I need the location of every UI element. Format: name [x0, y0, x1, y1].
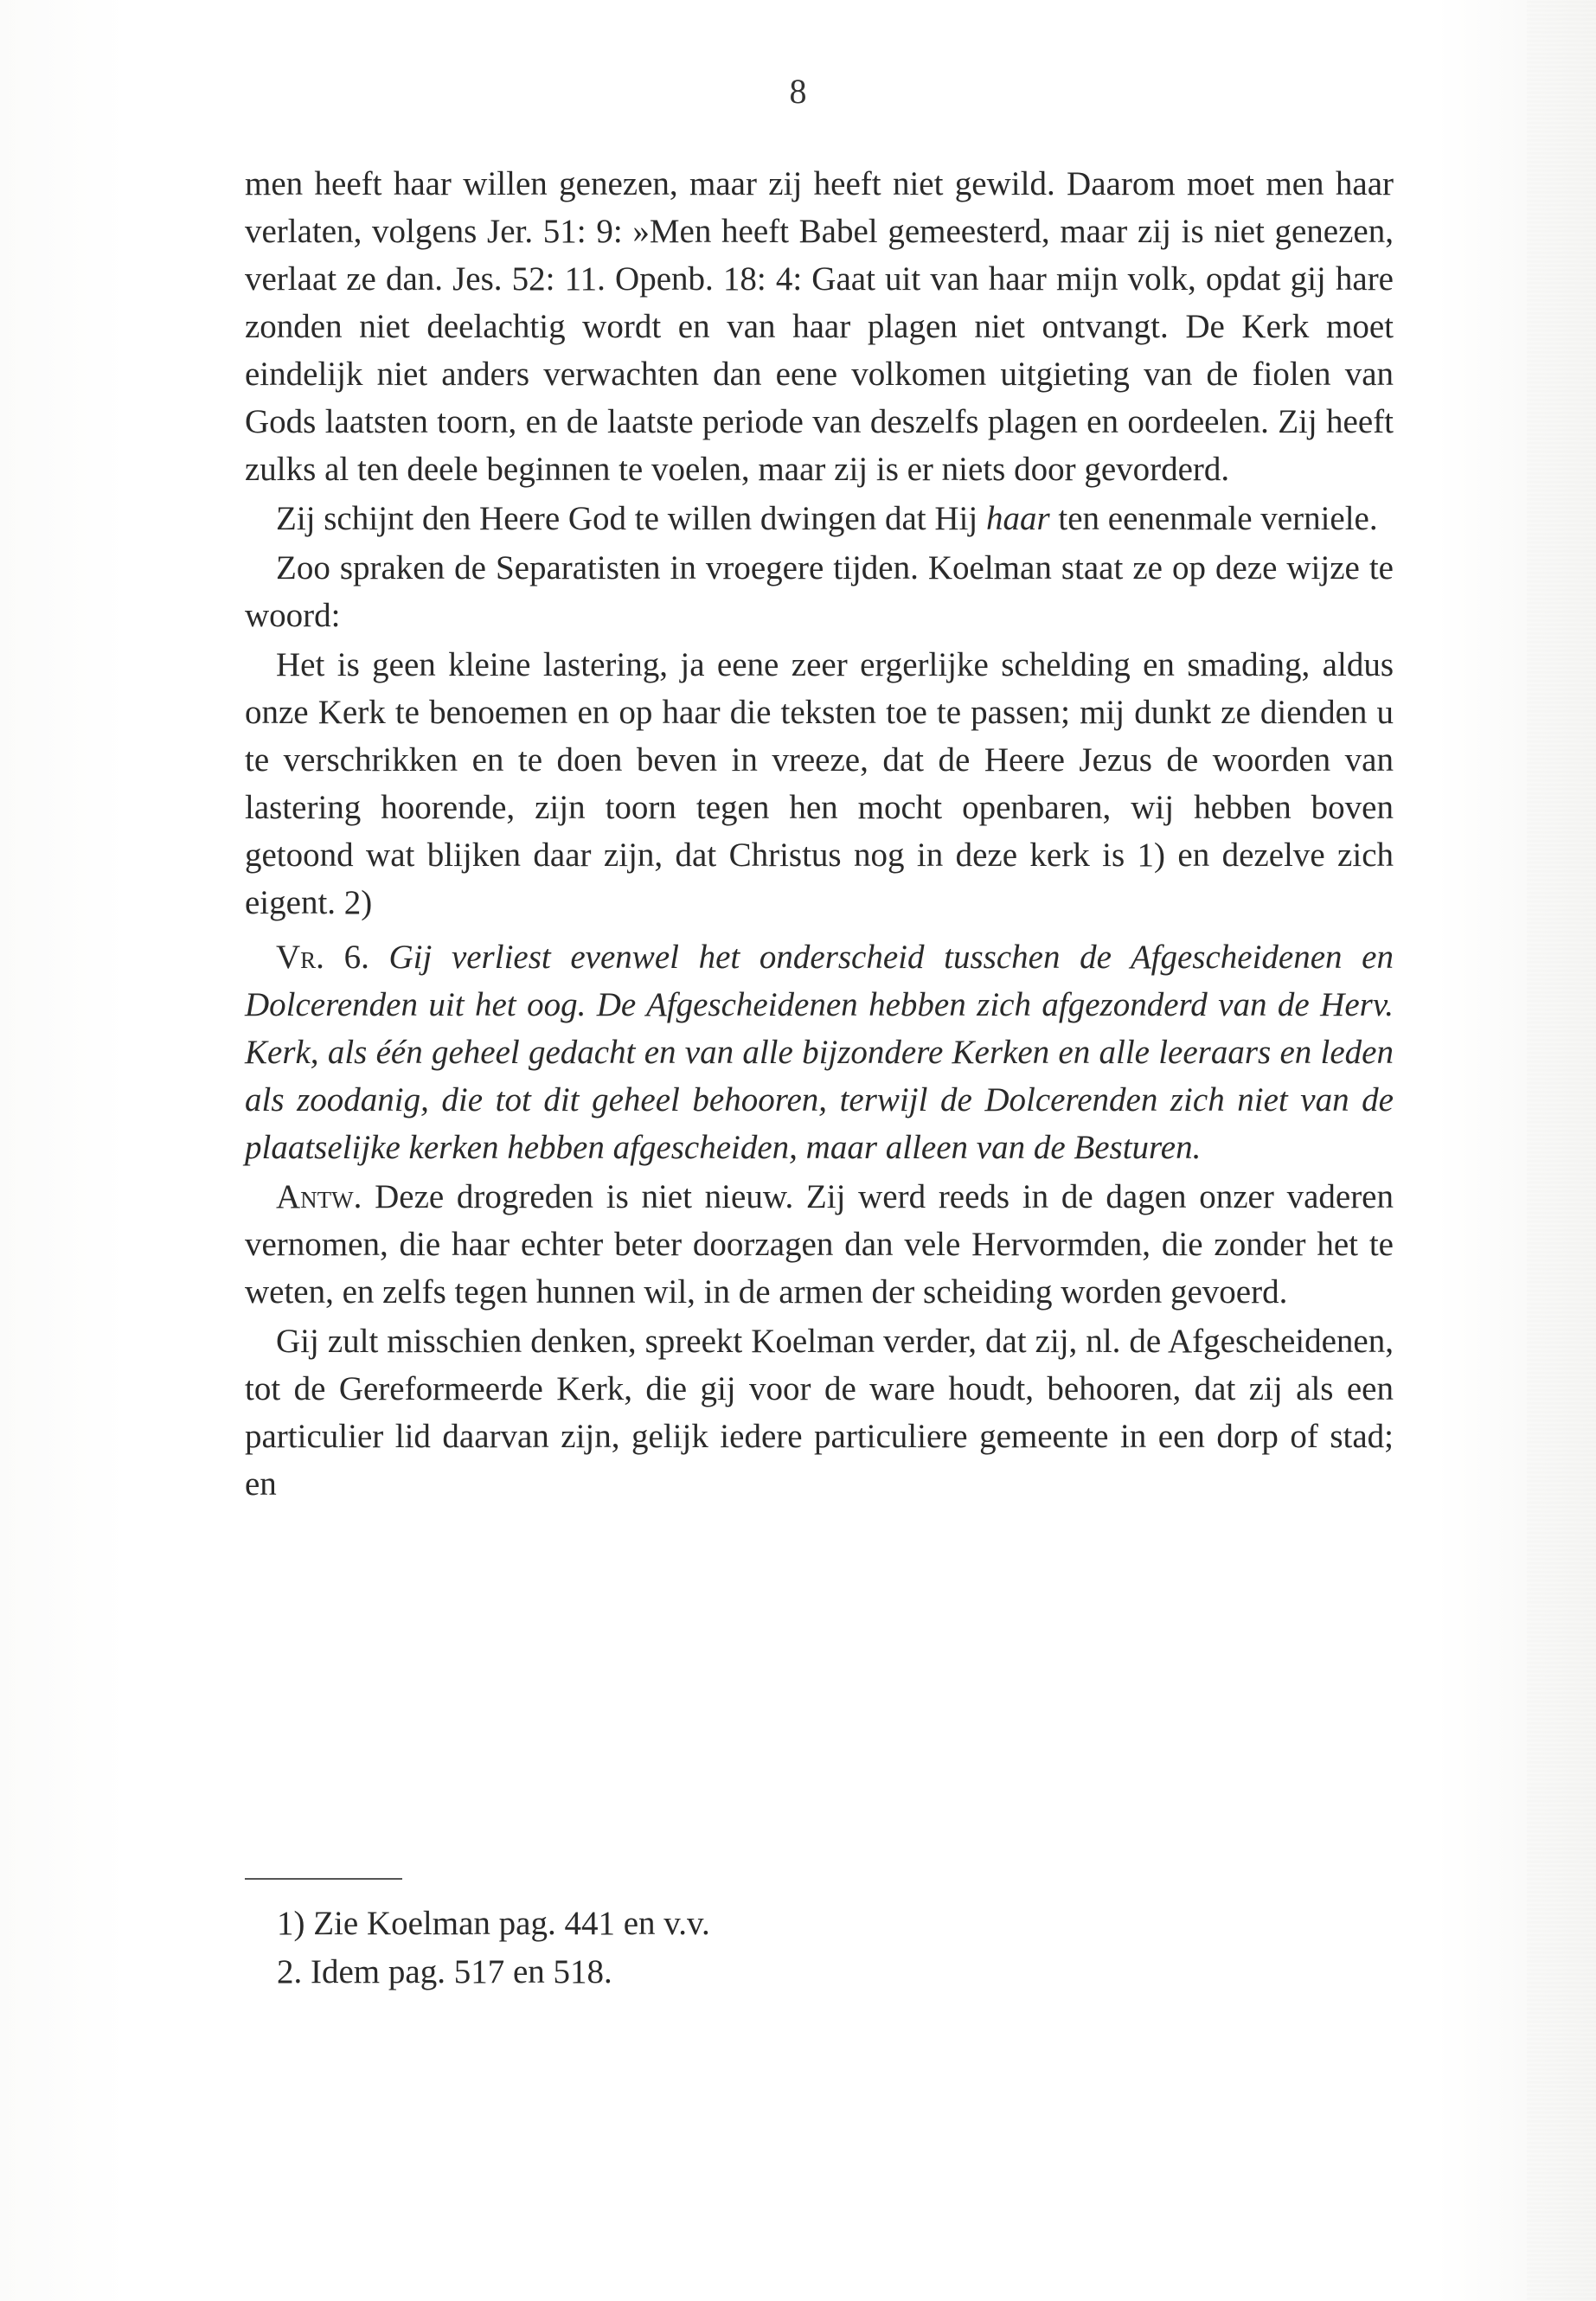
footnote-rule	[245, 1878, 402, 1880]
paragraph-2-start: Zij schijnt den Heere God te willen dwingen dat Hij	[276, 500, 986, 537]
paragraph-4: Het is geen kleine lastering, ja eene zeer ergerlijke schelding en smading, aldus onze Kerk te benoemen en op haar die teksten toe te passen; mij dunkt ze dienden u te verschrikken en te doen beven in vreeze, dat de Heere Jezus de woorden van lastering hoorende, zijn toorn tegen hen mocht openbaren, wij hebben boven getoond wat blijken daar zijn, dat Christus nog in deze kerk is 1) en dezelve zich eigent. 2)	[245, 646, 1394, 921]
paragraph-2	[245, 495, 1394, 542]
footnote-1: 1) Zie Koelman pag. 441 en v.v.	[277, 1905, 710, 1942]
question-text: Gij verliest evenwel het onderscheid tusschen de Afgescheidenen en Dolcerenden uit het oog. De Afgescheidenen hebben zich afgezonderd van de Herv. Kerk, als één geheel gedacht en van alle bijzondere Kerken en alle leeraars en leden als zoodanig, die tot dit geheel behooren, terwijl de Dolcerenden zich niet van de plaatselijke kerken hebben afgescheiden, maar alleen van de Besturen.	[245, 939, 1394, 1166]
paragraph-2-end: ten eenenmale verniele.	[1049, 500, 1378, 537]
question-number: 6.	[324, 939, 389, 976]
paragraph-5: Gij zult misschien denken, spreekt Koelman verder, dat zij, nl. de Afgescheidenen, tot de Gereformeerde Kerk, die gij voor de ware houdt, behooren, dat zij als een particulier lid daarvan zijn, gelijk iedere particuliere gemeente in een dorp of stad; en	[245, 1323, 1394, 1503]
question-6	[245, 933, 1394, 1171]
page-number: 8	[789, 72, 807, 111]
page-edge-texture	[1527, 0, 1596, 2301]
paragraph-1: men heeft haar willen genezen, maar zij heeft niet gewild. Daarom moet men haar verlaten, volgens Jer. 51: 9: »Men heeft Babel gemeesterd, maar zij is niet genezen, verlaat ze dan. Jes. 52: 11. Openb. 18: 4: Gaat uit van haar mijn volk, opdat gij hare zonden niet deelachtig wordt en van haar plagen niet ontvangt. De Kerk moet eindelijk niet anders verwachten dan eene volkomen uitgieting van de fiolen van Gods laatsten toorn, en de laatste periode van deszelfs plagen en oordeelen. Zij heeft zulks al ten deele beginnen te voelen, maar zij is er niets door gevorderd.	[245, 165, 1394, 488]
answer-6	[245, 1173, 1394, 1316]
footnote-2: 2. Idem pag. 517 en 518.	[277, 1953, 612, 1990]
answer-text: Deze drogreden is niet nieuw. Zij werd reeds in de dagen onzer vaderen vernomen, die haar echter beter doorzagen dan vele Hervormden, die zonder het te weten, en zelfs tegen hunnen wil, in de armen der scheiding worden gevoerd.	[245, 1178, 1394, 1311]
answer-label: Antw.	[276, 1178, 362, 1215]
paragraph-3: Zoo spraken de Separatisten in vroegere tijden. Koelman staat ze op deze wijze te woord:	[245, 549, 1394, 634]
footnotes	[277, 1900, 1228, 1997]
paragraph-2-emphasis: haar	[985, 500, 1050, 537]
question-label: Vr.	[276, 939, 324, 976]
main-text	[245, 160, 1394, 1508]
